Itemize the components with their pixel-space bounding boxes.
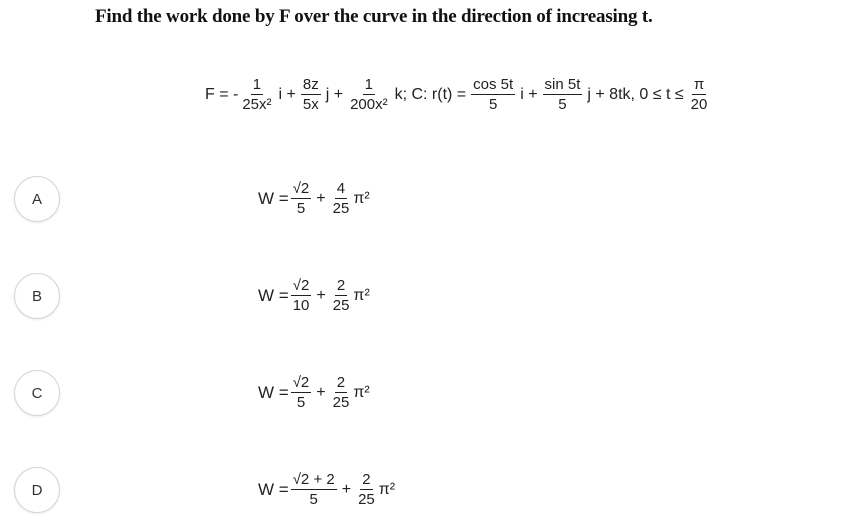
option-b-button[interactable] (14, 273, 60, 319)
fraction-b (331, 277, 352, 314)
numerator: 2 (362, 471, 371, 488)
denominator: 20 (690, 96, 708, 113)
w-label: W = (258, 382, 289, 402)
numerator: 8z (302, 76, 319, 93)
option-c-answer (258, 374, 370, 411)
option-d-answer (258, 471, 395, 508)
option-letter: D (31, 481, 43, 499)
fraction-b (356, 471, 377, 508)
option-a-answer (258, 180, 370, 217)
denominator: 25 (332, 297, 350, 314)
fraction-term-3 (348, 76, 390, 113)
denominator: 5x (302, 96, 319, 113)
fraction-sin (543, 76, 583, 113)
numerator: cos 5t (473, 76, 514, 93)
w-label: W = (258, 479, 289, 499)
numerator: 1 (252, 76, 262, 93)
option-letter: C (31, 384, 43, 402)
denominator: 5 (558, 96, 567, 113)
numerator: 1 (364, 76, 373, 93)
unit-vector: j + (325, 85, 344, 103)
option-a-button[interactable] (14, 176, 60, 222)
fraction-term-1 (240, 76, 273, 113)
fraction-term-2 (301, 76, 321, 113)
fraction-b (331, 374, 352, 411)
plus-sign: + (316, 286, 326, 304)
numerator: √2 + 2 (292, 471, 335, 488)
w-label: W = (258, 188, 289, 208)
numerator: 2 (336, 374, 346, 391)
denominator: 5 (296, 200, 306, 217)
unit-vector: i + (278, 85, 296, 103)
denominator: 5 (309, 491, 318, 508)
denominator: 25 (358, 491, 375, 508)
option-d-button[interactable] (14, 467, 60, 513)
fraction-a (291, 180, 312, 217)
numerator: sin 5t (544, 76, 581, 93)
option-letter: A (31, 190, 42, 208)
numerator: √2 (292, 180, 310, 197)
numerator: 4 (336, 180, 346, 197)
option-letter: B (31, 287, 42, 305)
pi-squared: π² (378, 480, 396, 498)
fraction-a (291, 471, 337, 508)
denominator: 5 (296, 394, 306, 411)
denominator: 25 (332, 200, 350, 217)
option-b-answer (258, 277, 370, 314)
denominator: 10 (292, 297, 310, 314)
fraction-cos (471, 76, 515, 113)
denominator: 200x² (350, 96, 388, 113)
plus-sign: + (316, 383, 326, 401)
fraction-bound (689, 76, 710, 113)
denominator: 25 (332, 394, 350, 411)
denominator: 25x² (242, 96, 272, 113)
plus-sign: + (341, 480, 352, 498)
pi-squared: π² (353, 189, 370, 207)
fraction-b (331, 180, 352, 217)
numerator: 2 (336, 277, 346, 294)
option-c-button[interactable] (14, 370, 60, 416)
unit-vector: i + (520, 85, 538, 103)
field-equation (205, 76, 711, 113)
pi-squared: π² (353, 286, 370, 304)
fraction-a (291, 374, 312, 411)
fraction-a (291, 277, 312, 314)
numerator: π (693, 76, 705, 93)
range-label: j + 8tk, 0 ≤ t ≤ (587, 85, 684, 103)
denominator: 5 (489, 96, 498, 113)
field-label: F = - (205, 85, 239, 103)
curve-label: k; C: r(t) = (394, 85, 467, 103)
plus-sign: + (316, 189, 326, 207)
w-label: W = (258, 285, 289, 305)
pi-squared: π² (353, 383, 370, 401)
numerator: √2 (292, 374, 310, 391)
numerator: √2 (292, 277, 310, 294)
question-text: Find the work done by F over the curve in the direction of increasing t. (95, 6, 653, 27)
